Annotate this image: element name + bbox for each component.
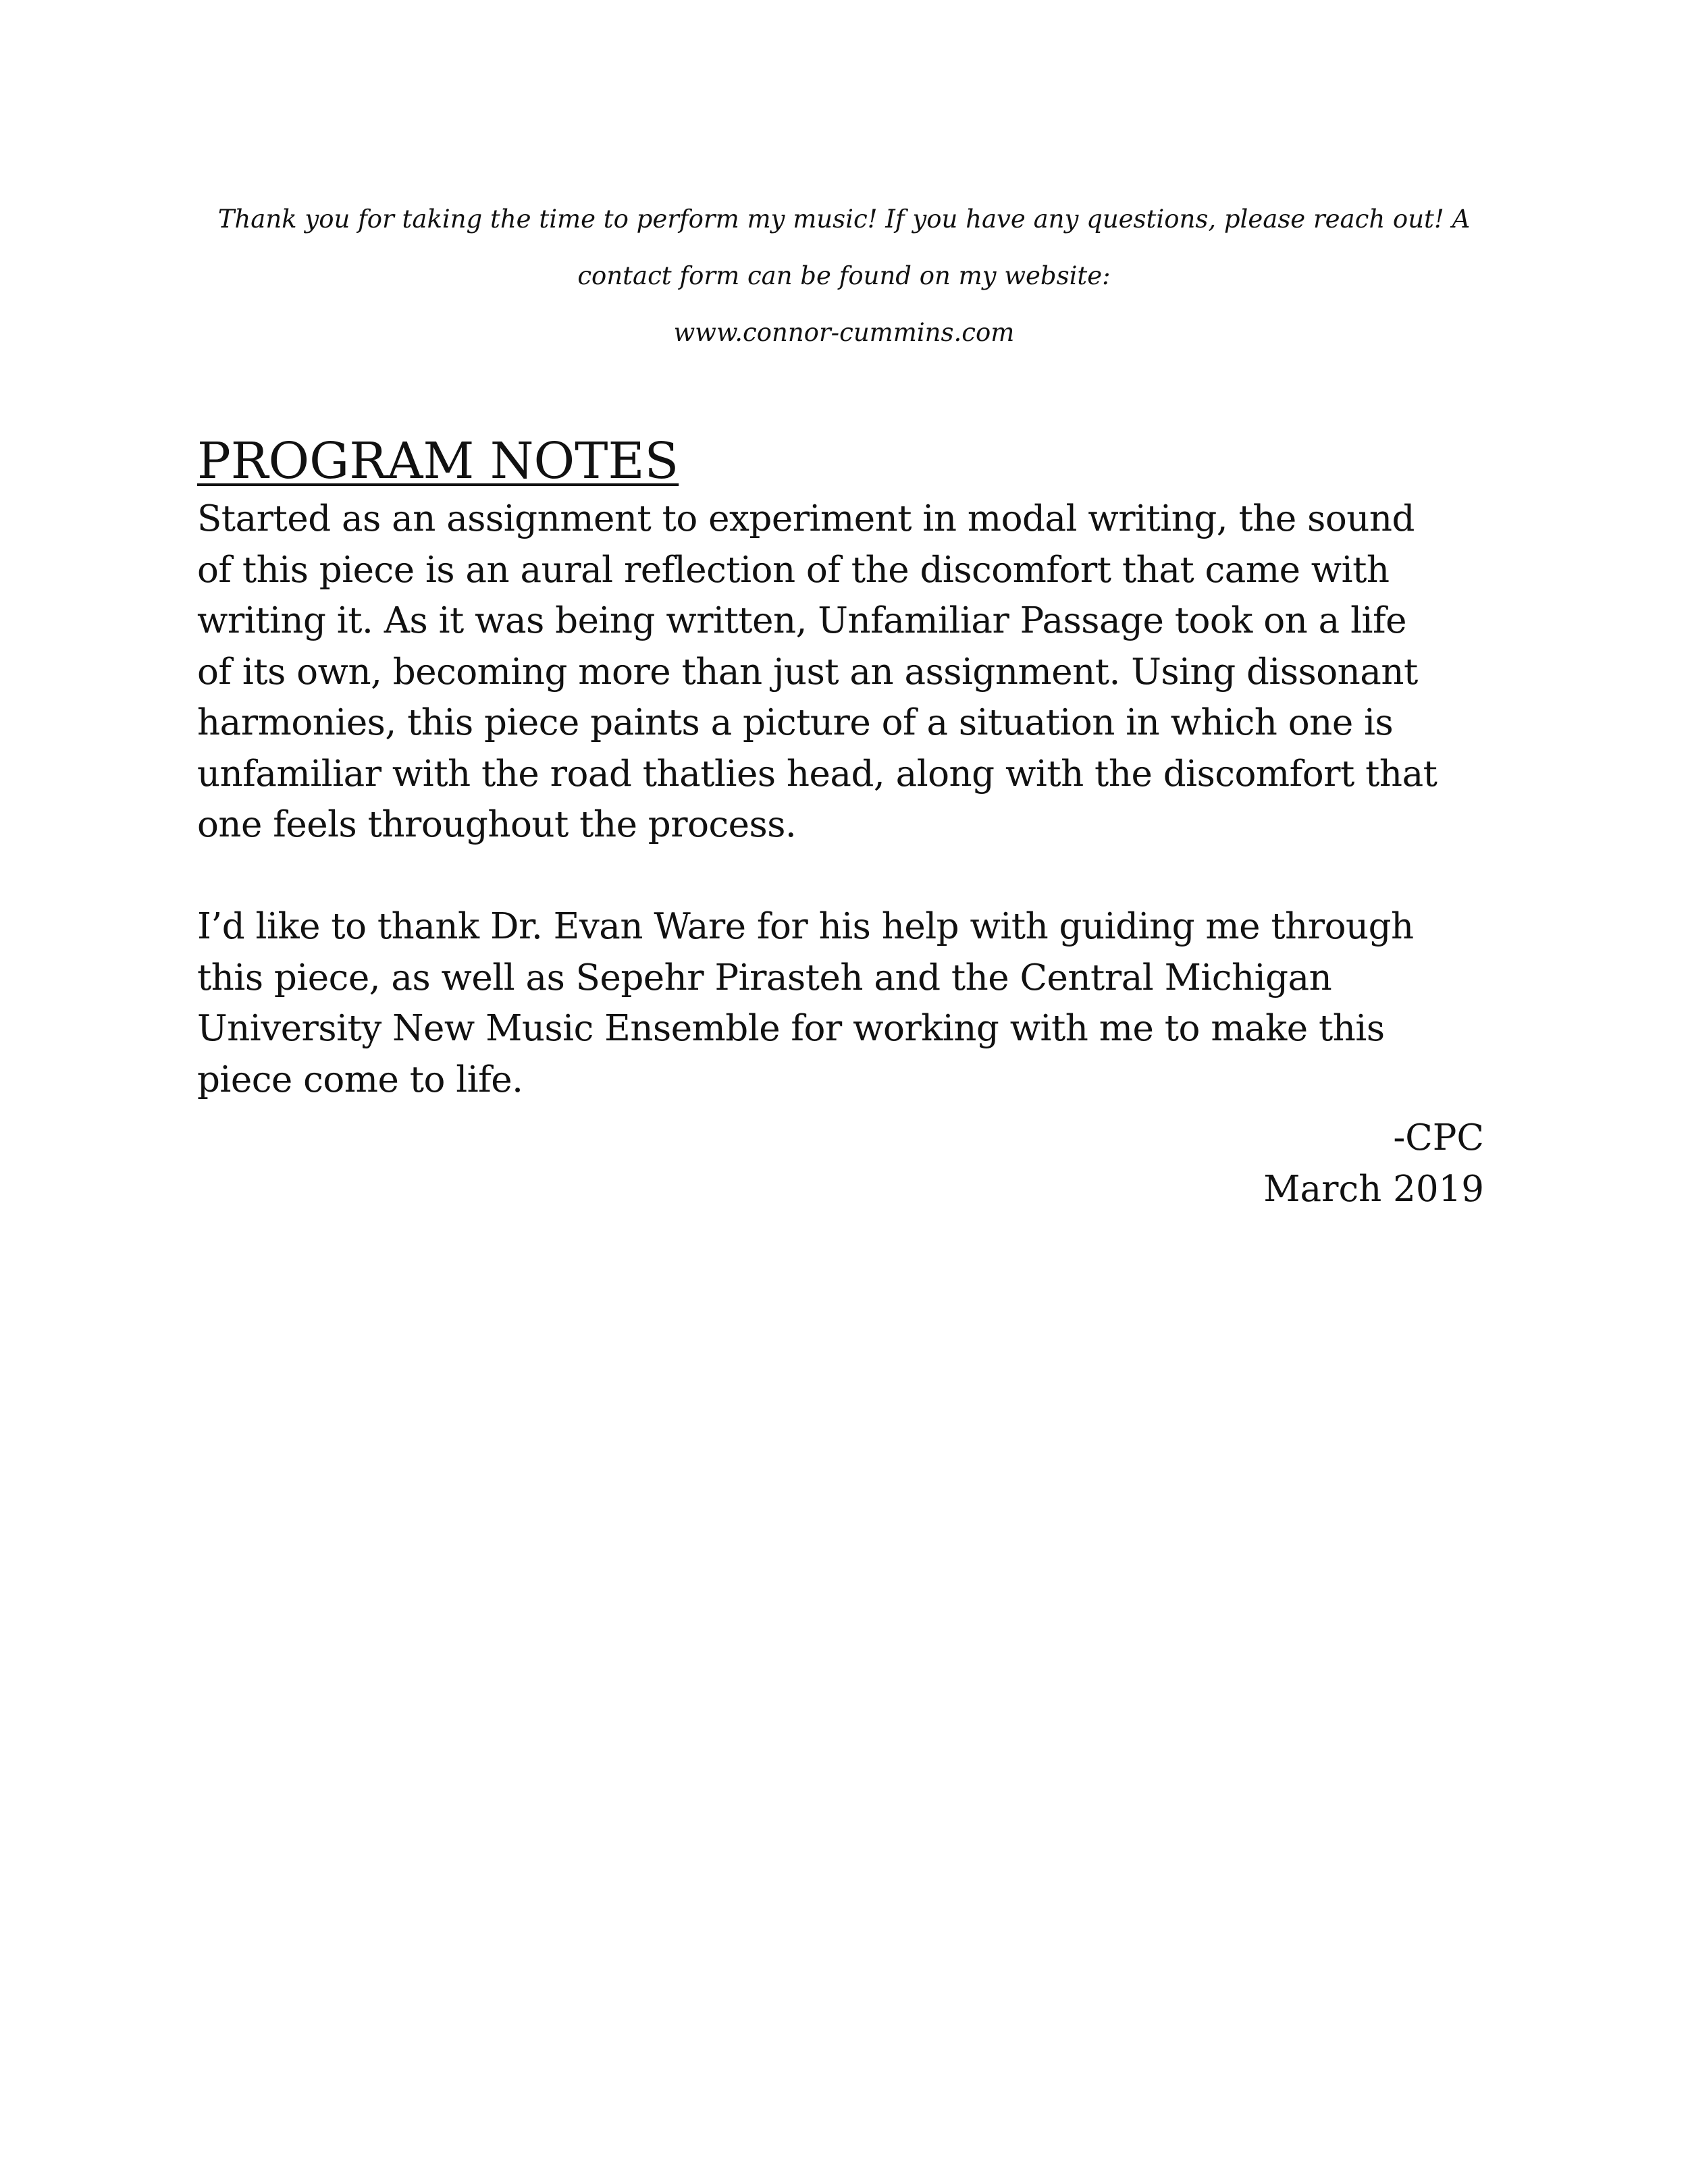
program-notes-paragraph	[197, 494, 1494, 851]
paragraph-line: harmonies, this piece paints a picture of a situation in which one is	[197, 702, 1394, 743]
acknowledgements-paragraph	[197, 901, 1494, 1105]
intro-line: contact form can be found on my website:	[577, 261, 1111, 290]
intro-line: Thank you for taking the time to perform my music! If you have any questions, please reach out! A	[217, 205, 1471, 234]
paragraph-line: University New Music Ensemble for working with me to make this	[197, 1008, 1385, 1049]
paragraph-line: piece come to life.	[197, 1059, 523, 1100]
paragraph-line: Started as an assignment to experiment in modal writing, the sound	[197, 498, 1415, 539]
signoff	[1263, 1113, 1484, 1215]
paragraph-line: I’d like to thank Dr. Evan Ware for his help with guiding me through	[197, 906, 1414, 947]
paragraph-line: unfamiliar with the road thatlies head, along with the discomfort that	[197, 753, 1438, 795]
author-initials: -CPC	[1393, 1117, 1484, 1158]
signoff-date: March 2019	[1263, 1168, 1484, 1210]
paragraph-line: writing it. As it was being written, Unfamiliar Passage took on a life	[197, 600, 1406, 641]
program-notes-section	[197, 429, 1494, 1105]
paragraph-line: this piece, as well as Sepehr Pirasteh and the Central Michigan	[197, 957, 1332, 998]
intro-note	[203, 191, 1485, 361]
program-notes-heading: PROGRAM NOTES	[197, 432, 679, 490]
paragraph-line: one feels throughout the process.	[197, 804, 797, 845]
website-url: www.connor-cummins.com	[673, 318, 1015, 347]
paragraph-line: of its own, becoming more than just an assignment. Using dissonant	[197, 651, 1418, 693]
paragraph-line: of this piece is an aural reflection of the discomfort that came with	[197, 549, 1390, 591]
